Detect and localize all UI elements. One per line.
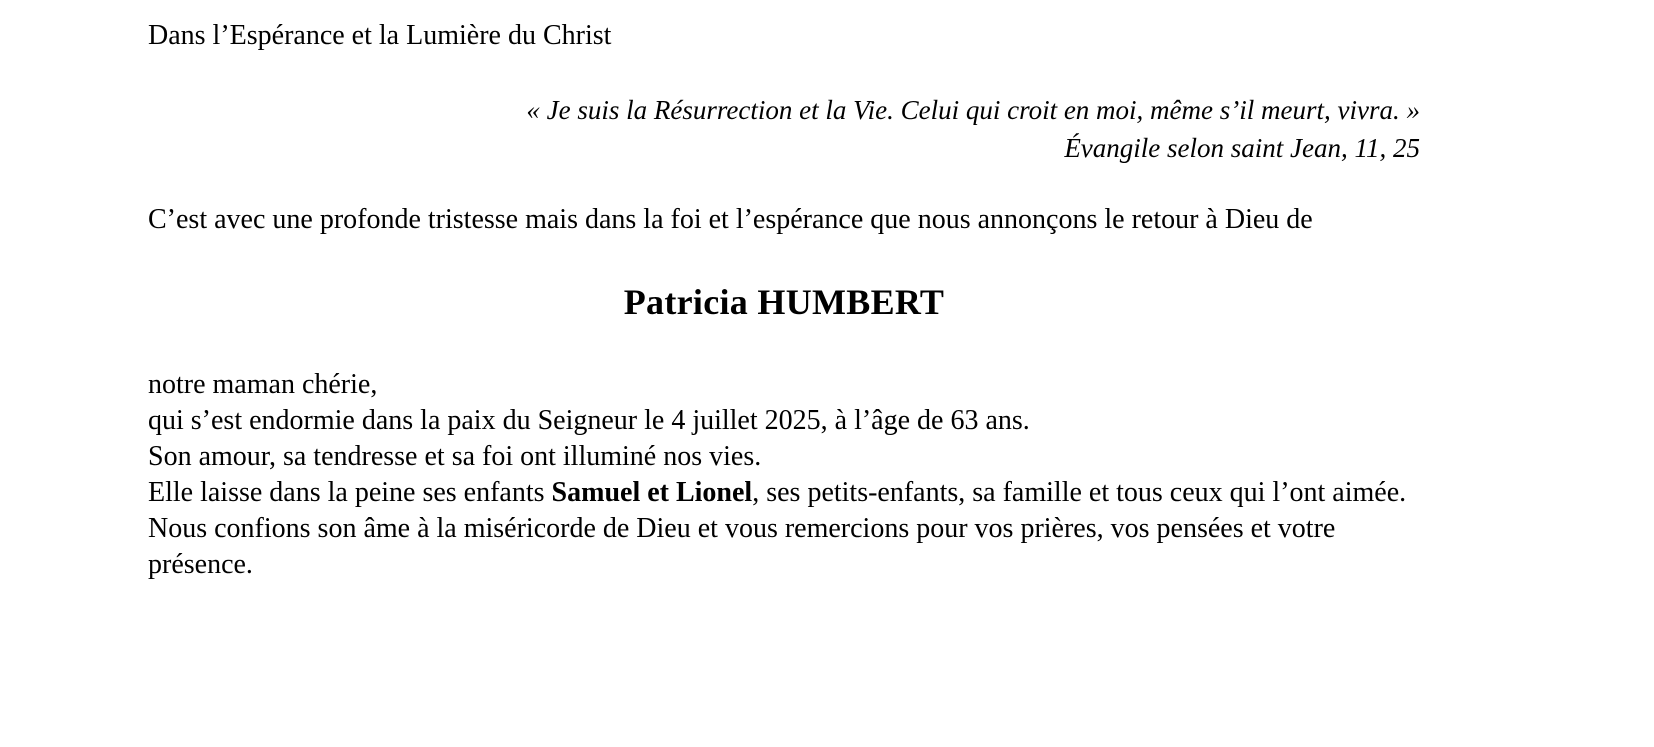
deceased-name-block	[148, 281, 1420, 323]
document-content	[148, 18, 1420, 583]
body-text-block	[148, 367, 1420, 583]
scripture-quote-block	[148, 91, 1420, 167]
opening-line: Dans l’Espérance et la Lumière du Christ	[148, 20, 612, 51]
body-line-death-details: qui s’est endormie dans la paix du Seigneur le 4 juillet 2025, à l’âge de 63 ans.	[148, 405, 1030, 436]
survivors-children: Samuel et Lionel	[551, 477, 753, 508]
announcement-paragraph: C’est avec une profonde tristesse mais dans la foi et l’espérance que nous annonçons le retour à Dieu de	[148, 204, 1313, 235]
survivors-suffix: , ses petits-enfants, sa famille et tous ceux qui l’ont aimée.	[752, 477, 1407, 508]
deceased-name: Patricia HUMBERT	[623, 282, 945, 322]
body-line-closing: Nous confions son âme à la miséricorde de Dieu et vous remercions pour vos prières, vos pensées et votre présence.	[148, 513, 1336, 580]
survivors-prefix: Elle laisse dans la peine ses enfants	[148, 477, 552, 508]
body-line-relation: notre maman chérie,	[148, 369, 378, 400]
body-line-survivors	[148, 475, 1420, 511]
scripture-quote-source: Évangile selon saint Jean, 11, 25	[1064, 133, 1420, 163]
body-line-tribute: Son amour, sa tendresse et sa foi ont illuminé nos vies.	[148, 441, 762, 472]
scripture-quote-text: « Je suis la Résurrection et la Vie. Celui qui croit en moi, même s’il meurt, vivra. »	[526, 95, 1420, 125]
